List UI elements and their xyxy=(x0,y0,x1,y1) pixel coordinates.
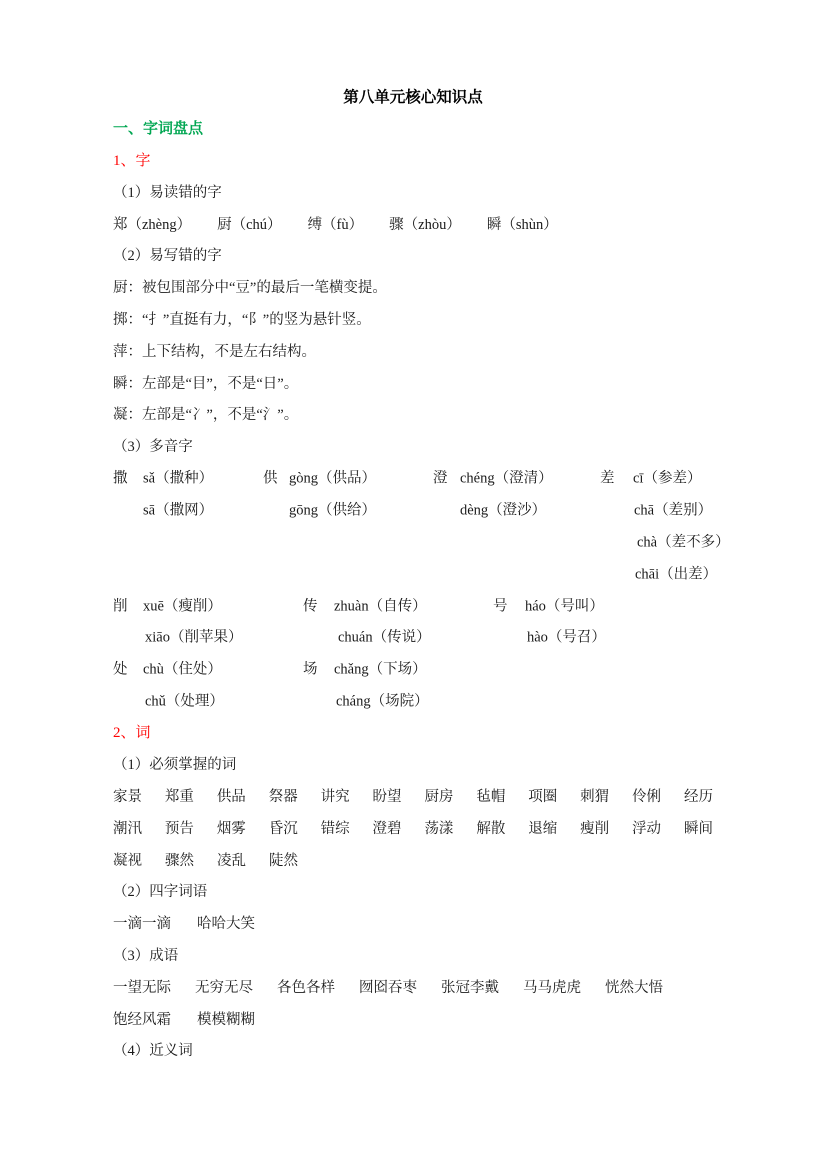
required-words-row xyxy=(113,843,713,875)
word-item: 昏沉 xyxy=(268,820,298,837)
polyphone-entry: chéng（澄清） xyxy=(460,470,553,487)
synonym-label: （4）近义词 xyxy=(113,1043,193,1060)
polyphone-line xyxy=(113,462,713,494)
word-item: 厨房 xyxy=(424,788,454,805)
polyphone-entry: 供 xyxy=(263,470,278,487)
polyphone-entry: 号 xyxy=(493,598,508,615)
word-item: 解散 xyxy=(476,820,506,837)
four-char-row xyxy=(113,907,713,939)
polyphone-line xyxy=(113,557,718,589)
word-item: 伶俐 xyxy=(632,788,662,805)
idiom-row xyxy=(113,1002,713,1034)
polyphone-label: （3）多音字 xyxy=(113,439,193,456)
polyphone-entry: gòng（供品） xyxy=(289,470,376,487)
polyphone-entry: chuán（传说） xyxy=(338,629,431,646)
misread-label: （1）易读错的字 xyxy=(113,184,222,201)
polyphone-entry: 澄 xyxy=(433,470,448,487)
section-heading-words: 一、字词盘点 xyxy=(113,120,204,138)
miswrite-line: 掷：“扌”直挺有力，“阝”的竖为悬针竖。 xyxy=(113,311,371,328)
four-char-item: 哈哈大笑 xyxy=(197,916,255,933)
polyphone-entry: cī（参差） xyxy=(633,470,702,487)
polyphone-entry: 处 xyxy=(113,661,128,678)
word-item: 预告 xyxy=(164,820,194,837)
idiom-item: 囫囵吞枣 xyxy=(359,979,417,996)
word-item: 项圈 xyxy=(528,788,558,805)
word-item: 烟雾 xyxy=(216,820,246,837)
polyphone-entry: chǔ（处理） xyxy=(145,693,224,710)
polyphone-entry: háo（号叫） xyxy=(525,598,604,615)
word-item: 凝视 xyxy=(113,852,142,869)
polyphone-line xyxy=(113,652,713,684)
word-item: 祭器 xyxy=(268,788,298,805)
title-line xyxy=(113,80,713,112)
polyphone-line xyxy=(113,589,713,621)
word-item: 供品 xyxy=(216,788,246,805)
word-item: 凌乱 xyxy=(217,852,246,869)
word-item: 盼望 xyxy=(372,788,402,805)
required-label-line xyxy=(113,748,713,780)
idiom-item: 饱经风霜 xyxy=(113,1011,171,1028)
polyphone-entry: 差 xyxy=(600,470,615,487)
word-item: 骤然 xyxy=(165,852,194,869)
idiom-item: 无穷无尽 xyxy=(195,979,253,996)
misread-words-line xyxy=(113,207,713,239)
idiom-item: 一望无际 xyxy=(113,979,171,996)
polyphone-label-line xyxy=(113,430,713,462)
miswrite-lines xyxy=(113,271,713,430)
four-char-label-line xyxy=(113,875,713,907)
polyphone-entry: xuē（瘦削） xyxy=(143,598,222,615)
doc-title: 第八单元核心知识点 xyxy=(343,88,483,106)
polyphone-entry: chǎng（下场） xyxy=(334,661,427,678)
required-words-row xyxy=(113,780,713,812)
misread-word: 郑（zhèng） xyxy=(113,216,192,233)
polyphone-entry: hào（号召） xyxy=(527,629,606,646)
polyphone-entry: 场 xyxy=(303,661,318,678)
section-heading-line xyxy=(113,112,713,144)
word-item: 瘦削 xyxy=(580,820,610,837)
idiom-item: 各色各样 xyxy=(277,979,335,996)
miswrite-line: 厨：被包围部分中“豆”的最后一笔横变提。 xyxy=(113,280,387,297)
miswrite-line: 萍：上下结构，不是左右结构。 xyxy=(113,343,316,360)
idiom-label-line xyxy=(113,939,713,971)
polyphone-entry: zhuàn（自传） xyxy=(334,598,427,615)
misread-label-line xyxy=(113,175,713,207)
miswrite-label: （2）易写错的字 xyxy=(113,248,222,265)
polyphone-entry: sǎ（撒种） xyxy=(143,470,214,487)
polyphone-line xyxy=(113,493,713,525)
word-item: 毡帽 xyxy=(476,788,506,805)
required-words-row xyxy=(113,811,713,843)
word-item: 错综 xyxy=(320,820,350,837)
polyphone-entry: sā（撒网） xyxy=(143,502,214,519)
idiom-item: 马马虎虎 xyxy=(523,979,581,996)
subsection-heading-ci: 2、词 xyxy=(113,725,151,742)
subsection-heading-zi: 1、字 xyxy=(113,152,151,169)
synonym-label-line xyxy=(113,1034,713,1066)
word-item: 瞬间 xyxy=(683,820,713,837)
polyphone-entry: 削 xyxy=(113,598,128,615)
polyphone-line xyxy=(113,684,713,716)
word-item: 郑重 xyxy=(164,788,194,805)
word-item: 澄碧 xyxy=(372,820,402,837)
polyphone-line xyxy=(113,621,713,653)
misread-word: 瞬（shùn） xyxy=(486,216,558,233)
idiom-item: 模模糊糊 xyxy=(197,1011,255,1028)
four-char-label: （2）四字词语 xyxy=(113,884,208,901)
misread-word: 厨（chú） xyxy=(217,216,282,233)
word-item: 家景 xyxy=(113,788,142,805)
miswrite-line: 瞬：左部是“目”，不是“日”。 xyxy=(113,375,299,392)
polyphone-entry: 撒 xyxy=(113,470,128,487)
word-item: 经历 xyxy=(683,788,713,805)
idiom-item: 张冠李戴 xyxy=(441,979,499,996)
subsection-ci-line xyxy=(113,716,713,748)
word-item: 退缩 xyxy=(528,820,558,837)
polyphone-entry: cháng（场院） xyxy=(336,693,429,710)
subsection-zi-line xyxy=(113,144,713,176)
idiom-item: 恍然大悟 xyxy=(605,979,663,996)
polyphone-entry: chù（住处） xyxy=(143,661,222,678)
polyphone-entry: gōng（供给） xyxy=(289,502,376,519)
misread-word: 骤（zhòu） xyxy=(389,216,461,233)
misread-word: 缚（fù） xyxy=(307,216,364,233)
polyphone-entry: 传 xyxy=(303,598,318,615)
word-item: 刺猬 xyxy=(580,788,610,805)
polyphone-entry: chāi（出差） xyxy=(635,566,718,583)
required-words-label: （1）必须掌握的词 xyxy=(113,757,237,774)
polyphone-entry: chā（差别） xyxy=(634,502,713,519)
polyphone-entry: chà（差不多） xyxy=(637,534,730,551)
word-item: 浮动 xyxy=(632,820,662,837)
polyphone-entry: dèng（澄沙） xyxy=(460,502,547,519)
word-item: 潮汛 xyxy=(113,820,142,837)
polyphone-entry: xiāo（削苹果） xyxy=(145,629,243,646)
miswrite-line: 凝：左部是“冫”，不是“氵”。 xyxy=(113,407,299,424)
word-item: 讲究 xyxy=(320,788,350,805)
miswrite-label-line xyxy=(113,239,713,271)
word-item: 陡然 xyxy=(269,852,298,869)
idiom-label: （3）成语 xyxy=(113,947,179,964)
idiom-row xyxy=(113,970,713,1002)
polyphone-line xyxy=(113,525,730,557)
four-char-item: 一滴一滴 xyxy=(113,916,171,933)
word-item: 荡漾 xyxy=(424,820,454,837)
